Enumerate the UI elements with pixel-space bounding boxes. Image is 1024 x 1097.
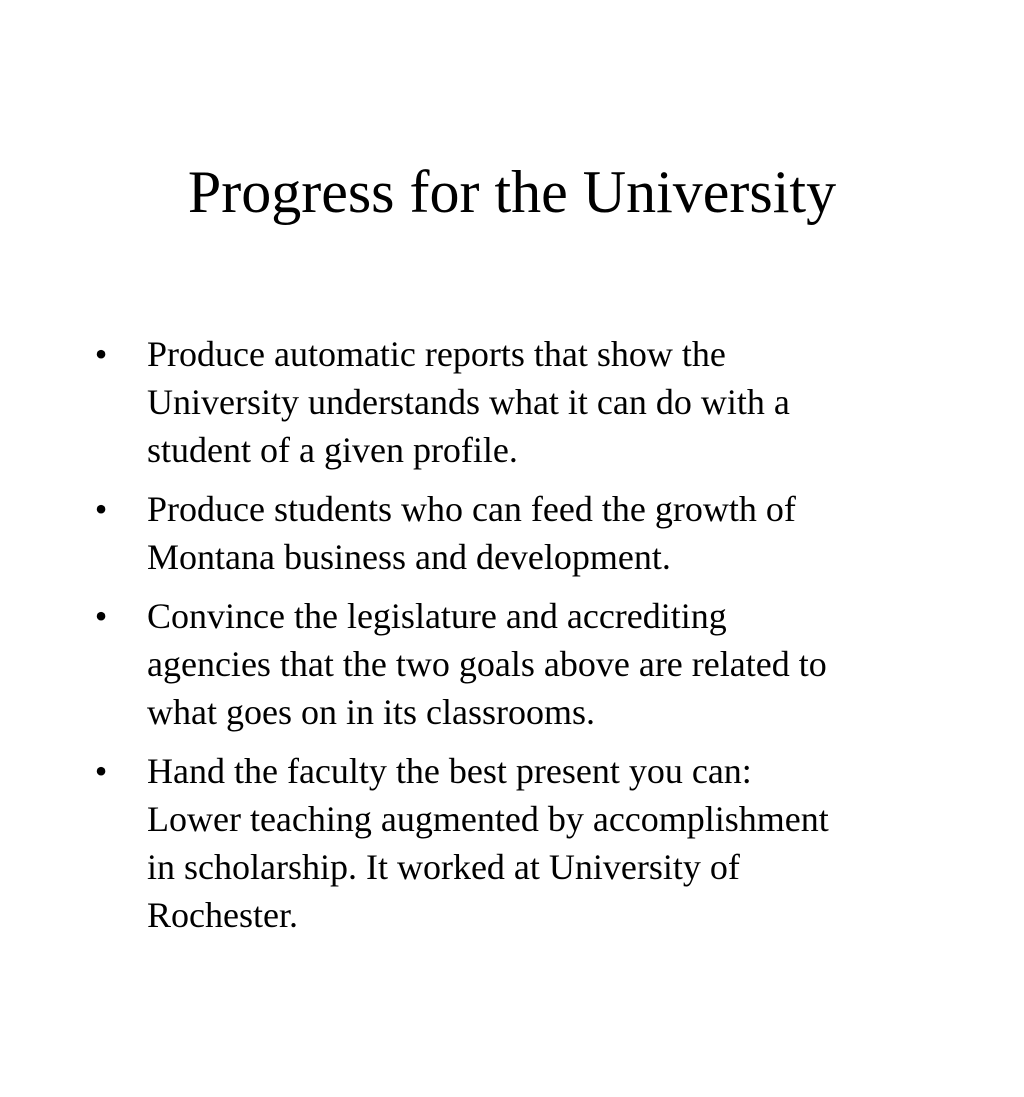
bullet-line: Produce students who can feed the growth of	[147, 489, 796, 529]
slide-title: Progress for the University	[187, 159, 837, 225]
bullet-line: agencies that the two goals above are related to	[147, 644, 827, 684]
bullet-item	[86, 330, 946, 474]
bullet-line: Convince the legislature and accrediting	[147, 596, 727, 636]
bullet-marker: •	[94, 596, 108, 636]
bullet-line: what goes on in its classrooms.	[147, 692, 595, 732]
bullet-line: University understands what it can do with a	[147, 382, 790, 422]
bullet-item	[86, 485, 946, 581]
bullet-marker: •	[94, 489, 108, 529]
bullet-marker: •	[94, 334, 108, 374]
bullet-line: Montana business and development.	[147, 537, 671, 577]
bullet-line: Hand the faculty the best present you can:	[147, 751, 752, 791]
bullet-marker: •	[94, 751, 108, 791]
bullet-list	[86, 330, 946, 950]
bullet-line: student of a given profile.	[147, 430, 518, 470]
bullet-line: Lower teaching augmented by accomplishment	[147, 799, 829, 839]
bullet-item	[86, 592, 946, 736]
bullet-line: in scholarship. It worked at University of	[147, 847, 740, 887]
bullet-item	[86, 747, 946, 939]
bullet-line: Produce automatic reports that show the	[147, 334, 726, 374]
bullet-line: Rochester.	[147, 895, 298, 935]
